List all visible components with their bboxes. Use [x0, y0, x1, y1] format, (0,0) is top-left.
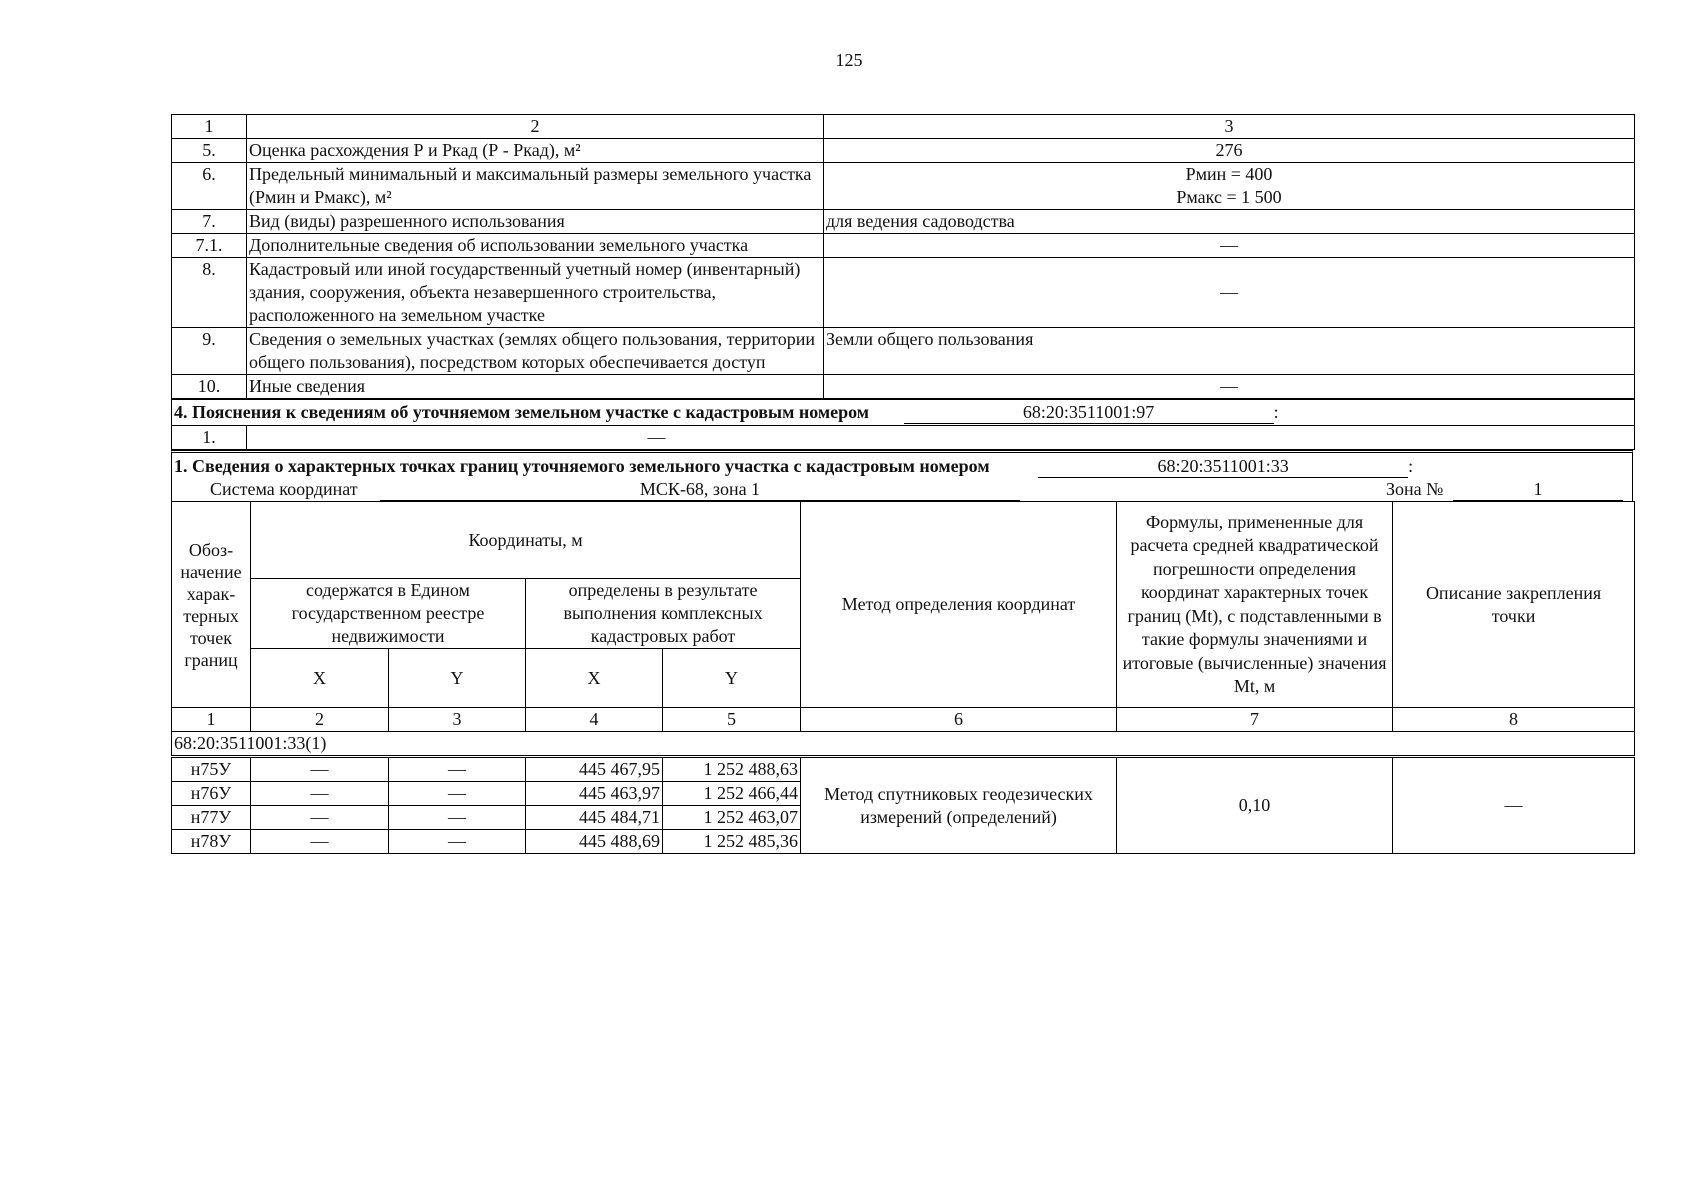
row-label: Кадастровый или иной государственный учетный номер (инвентарный) здания, сооружения, объекта незавершенного строительства, расположенного на земельном участке	[247, 258, 824, 328]
contour-row	[172, 732, 1635, 757]
table-row	[172, 375, 1635, 400]
section-1-title-line	[172, 455, 1632, 478]
row-value: —	[824, 258, 1635, 328]
point-name: н75У	[172, 757, 251, 782]
row-label: Предельный минимальный и максимальный размеры земельного участка (Рмин и Рмакс), м²	[247, 163, 824, 210]
value-line-max: Рмакс = 1 500	[1176, 187, 1282, 207]
point-y: 1 252 466,44	[663, 782, 801, 806]
row-label: Иные сведения	[247, 375, 824, 400]
col-method-header: Метод определения координат	[801, 502, 1117, 708]
column-number: 3	[389, 708, 526, 732]
column-number: 5	[663, 708, 801, 732]
row-value	[824, 163, 1635, 210]
row-value: —	[247, 426, 1635, 450]
column-number: 4	[526, 708, 663, 732]
row-value: —	[824, 375, 1635, 400]
y-kkr-header: Y	[663, 649, 801, 708]
section-4-colon: :	[1273, 402, 1279, 422]
row-number: 9.	[172, 328, 247, 375]
point-x: 445 463,97	[526, 782, 663, 806]
point-name: н77У	[172, 806, 251, 830]
row-number: 7.	[172, 210, 247, 234]
row-label: Вид (виды) разрешенного использования	[247, 210, 824, 234]
col-description-header: Описание закрепления точки	[1393, 502, 1635, 708]
row-number: 7.1.	[172, 234, 247, 258]
point-y-egrn: —	[389, 830, 526, 854]
section-1-heading	[171, 450, 1633, 501]
column-number: 8	[1393, 708, 1635, 732]
row-number: 6.	[172, 163, 247, 210]
coord-system-value: МСК-68, зона 1	[380, 478, 1020, 501]
value-line-min: Рмин = 400	[1185, 164, 1273, 184]
header-cell: 1	[172, 115, 247, 139]
table-row	[172, 163, 1635, 210]
contour-label: 68:20:3511001:33(1)	[172, 732, 1635, 757]
column-number: 6	[801, 708, 1117, 732]
col-kkr-header: определены в результате выполнения комплексных кадастровых работ	[526, 579, 801, 649]
table-row	[172, 210, 1635, 234]
header-cell: 2	[247, 115, 824, 139]
point-x: 445 484,71	[526, 806, 663, 830]
boundary-points-table	[171, 501, 1635, 854]
page-number: 125	[835, 50, 863, 70]
table-row	[172, 139, 1635, 163]
point-x: 445 467,95	[526, 757, 663, 782]
point-y-egrn: —	[389, 782, 526, 806]
x-kkr-header: X	[526, 649, 663, 708]
row-label: Оценка расхождения Р и Ркад (Р - Ркад), м²	[247, 139, 824, 163]
coordinate-system-line	[172, 478, 1632, 501]
section-1-colon: :	[1408, 456, 1414, 476]
x-egrn-header: X	[251, 649, 389, 708]
point-y: 1 252 488,63	[663, 757, 801, 782]
method-value: Метод спутниковых геодезических измерений (определений)	[801, 757, 1117, 854]
y-egrn-header: Y	[389, 649, 526, 708]
point-x-egrn: —	[251, 757, 389, 782]
description-value: —	[1393, 757, 1635, 854]
point-y-egrn: —	[389, 757, 526, 782]
row-value: для ведения садоводства	[824, 210, 1635, 234]
coord-system-label: Система координат	[210, 479, 358, 499]
table-header-row	[172, 115, 1635, 139]
section-4-title-row	[172, 399, 1635, 426]
document-sheet	[171, 114, 1634, 854]
points-header-row-1	[172, 502, 1635, 579]
table-row	[172, 258, 1635, 328]
mt-value: 0,10	[1117, 757, 1393, 854]
land-plot-info-table	[171, 114, 1635, 450]
col-coordinates-header: Координаты, м	[251, 502, 801, 579]
point-y: 1 252 463,07	[663, 806, 801, 830]
point-x: 445 488,69	[526, 830, 663, 854]
zone-value: 1	[1453, 478, 1623, 501]
row-value: —	[824, 234, 1635, 258]
column-number: 1	[172, 708, 251, 732]
point-name: н78У	[172, 830, 251, 854]
point-x-egrn: —	[251, 782, 389, 806]
header-cell: 3	[824, 115, 1635, 139]
table-row	[172, 328, 1635, 375]
point-x-egrn: —	[251, 830, 389, 854]
point-name: н76У	[172, 782, 251, 806]
row-number: 8.	[172, 258, 247, 328]
row-label: Дополнительные сведения об использовании земельного участка	[247, 234, 824, 258]
section-1-title: 1. Сведения о характерных точках границ уточняемого земельного участка с кадастровым номером	[174, 456, 990, 476]
zone-label: Зона №	[1386, 479, 1444, 499]
row-value: 276	[824, 139, 1635, 163]
point-y-egrn: —	[389, 806, 526, 830]
table-row	[172, 757, 1635, 782]
row-label: Сведения о земельных участках (землях общего пользования, территории общего пользования), посредством которых обеспечивается доступ	[247, 328, 824, 375]
column-numbers-row	[172, 708, 1635, 732]
row-number: 10.	[172, 375, 247, 400]
row-number: 5.	[172, 139, 247, 163]
col-egrn-header: содержатся в Едином государственном реестре недвижимости	[251, 579, 526, 649]
section-4-cadastral-number: 68:20:3511001:97	[904, 401, 1274, 424]
column-number: 7	[1117, 708, 1393, 732]
point-x-egrn: —	[251, 806, 389, 830]
column-number: 2	[251, 708, 389, 732]
point-y: 1 252 485,36	[663, 830, 801, 854]
table-row	[172, 234, 1635, 258]
section-4-title-text: 4. Пояснения к сведениям об уточняемом земельном участке с кадастровым номером	[174, 402, 870, 422]
section-4-row	[172, 426, 1635, 450]
col-designation-header: Обоз- начение харак- терных точек границ	[172, 502, 251, 708]
row-number: 1.	[172, 426, 247, 450]
col-formula-header: Формулы, примененные для расчета средней квадратической погрешности определения координат характерных точек границ (Mt), с подставленными в такие формулы значениями и итоговые (вычисленные) значения Mt, м	[1117, 502, 1393, 708]
section-1-cadastral-number: 68:20:3511001:33	[1038, 455, 1408, 478]
section-4-title	[172, 399, 1635, 426]
row-value: Земли общего пользования	[824, 328, 1635, 375]
